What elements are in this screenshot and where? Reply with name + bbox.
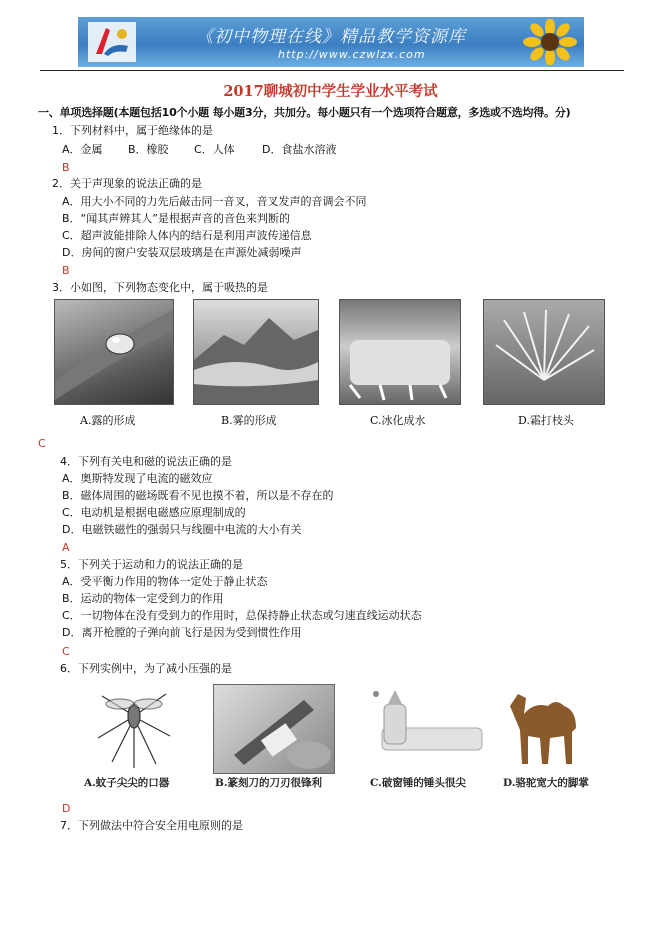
banner-url: http://www.czwlzx.com [278,48,426,61]
question-stem: 6．下列实例中，为了减小压强的是 [60,662,232,675]
header-banner [78,17,584,67]
header-divider [40,70,624,71]
option: A．奥斯特发现了电流的磁效应 [62,472,213,485]
question-stem: 7．下列做法中符合安全用电原则的是 [60,819,243,832]
logo-icon [88,22,136,62]
image-caption: A.露的形成 [80,414,136,427]
ice-melting-photo [339,299,461,405]
question-stem: 3．小如图，下列物态变化中，属于吸热的是 [52,281,268,294]
image-caption: C.冰化成水 [370,414,426,427]
frost-photo [483,299,605,405]
option: B．磁体周围的磁场既看不见也摸不着，所以是不存在的 [62,489,334,502]
option: B．橡胶 [128,143,169,156]
question-stem: 1．下列材料中，属于绝缘体的是 [52,124,213,137]
answer: C [62,645,70,658]
option: C．一切物体在没有受到力的作用时，总保持静止状态或匀速直线运动状态 [62,609,422,622]
sunflower-icon [520,19,580,65]
option: B．“闻其声辨其人”是根据声音的音色来判断的 [62,212,290,225]
mosquito-image [92,686,176,770]
option: C．超声波能排除人体内的结石是利用声波传递信息 [62,229,312,242]
question-stem: 4．下列有关电和磁的说法正确的是 [60,455,232,468]
image-caption: B.篆刻刀的刀刃很锋利 [215,777,323,789]
option: D．电磁铁磁性的强弱只与线圈中电流的大小有关 [62,523,302,536]
banner-title: 《初中物理在线》精品教学资源库 [196,27,466,47]
camel-image [498,684,590,772]
option: C．人体 [194,143,235,156]
hammer-image [362,684,490,772]
section-heading: 一、单项选择题(本题包括10个小题 每小题3分，共加分。每小题只有一个选项符合题意，多选或不选均得。分) [38,106,571,119]
page-title: 2017聊城初中学生学业水平考试 [223,83,438,100]
answer: A [62,541,70,554]
fog-photo [193,299,319,405]
answer: B [62,161,70,174]
answer: D [62,802,71,815]
option: A．金属 [62,143,103,156]
image-caption: B.雾的形成 [221,414,277,427]
question-stem: 2．关于声现象的说法正确的是 [52,177,202,190]
option: C．电动机是根据电磁感应原理制成的 [62,506,246,519]
image-caption: A.蚊子尖尖的口器 [84,777,170,789]
carving-knife-image [213,684,335,774]
option: D．房间的窗户安装双层玻璃是在声源处减弱噪声 [62,246,302,259]
image-caption: D.霜打枝头 [518,414,574,427]
option: A．受平衡力作用的物体一定处于静止状态 [62,575,268,588]
option: D．离开枪膛的子弹向前飞行是因为受到惯性作用 [62,626,302,639]
option: B．运动的物体一定受到力的作用 [62,592,224,605]
image-caption: C.破窗锤的锤头很尖 [370,777,466,789]
option: D．食盐水溶液 [262,143,337,156]
answer: C [38,437,46,450]
answer: B [62,264,70,277]
option: A．用大小不同的力先后敲击同一音叉，音叉发声的音调会不同 [62,195,367,208]
question-stem: 5．下列关于运动和力的说法正确的是 [60,558,243,571]
image-caption: D.骆驼宽大的脚掌 [503,777,589,789]
dew-photo [54,299,174,405]
